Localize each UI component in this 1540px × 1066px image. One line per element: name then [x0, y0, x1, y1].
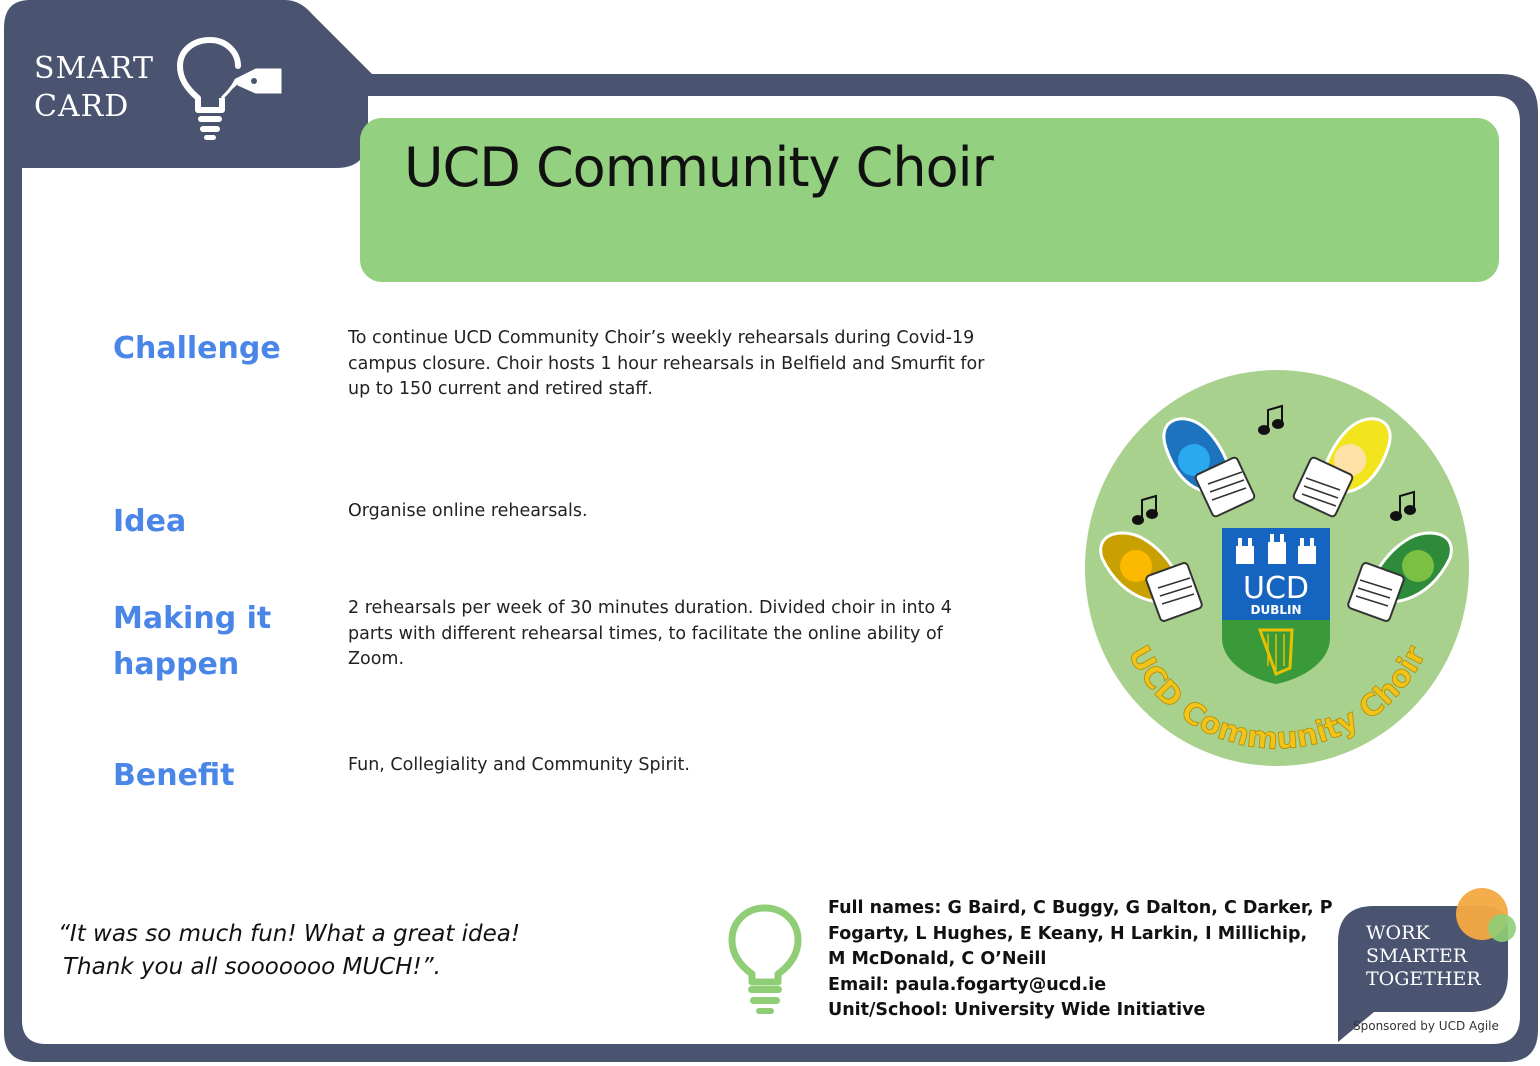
wst-line3: TOGETHER: [1366, 968, 1481, 990]
quote-line1: “It was so much fun! What a great idea!: [58, 921, 521, 947]
making-it-happen-label: [113, 596, 271, 688]
choir-logo: [1084, 368, 1470, 768]
full-names-line1: Full names: G Baird, C Buggy, G Dalton, C Darker, P: [828, 898, 1333, 918]
challenge-label: Challenge: [113, 331, 281, 366]
quote-line2: Thank you all sooooooo MUCH!”.: [63, 954, 441, 980]
making-label-line2: happen: [113, 647, 240, 682]
work-smarter-together-text: [1366, 922, 1481, 991]
page-title: UCD Community Choir: [404, 136, 993, 199]
wst-line2: SMARTER: [1366, 945, 1468, 967]
sponsor-text: Sponsored by UCD Agile: [1353, 1019, 1499, 1033]
making-it-happen-text: 2 rehearsals per week of 30 minutes duration. Divided choir in into 4 parts with different rehearsal times, to facilitate the online ability of Zoom.: [348, 598, 952, 669]
ucd-crest: [1222, 528, 1330, 684]
idea-label: Idea: [113, 504, 187, 539]
logo-ring-text: UCD Community Choir: [1120, 640, 1434, 758]
idea-text: Organise online rehearsals.: [348, 501, 588, 521]
benefit-text: Fun, Collegiality and Community Spirit.: [348, 755, 690, 775]
challenge-text: To continue UCD Community Choir’s weekly rehearsals during Covid-19 campus closure. Choir hosts 1 hour rehearsals in Belfield and Smurfit for up to 150 current and retired staff.: [348, 328, 985, 399]
tab-line-smart: SMART: [34, 51, 155, 86]
smart-card-tab: [34, 50, 154, 126]
green-dot-icon: [1488, 914, 1516, 942]
testimonial-quote: [58, 918, 520, 984]
logo-dublin-text: DUBLIN: [1250, 603, 1302, 617]
lightbulb-tag-icon: [176, 36, 286, 140]
logo-ucd-text: UCD: [1242, 571, 1310, 606]
benefit-label: Benefit: [113, 758, 235, 793]
tab-line-card: CARD: [34, 89, 130, 124]
lightbulb-icon: [728, 904, 802, 1016]
full-names-line2: Fogarty, L Hughes, E Keany, H Larkin, I Millichip,: [828, 923, 1308, 944]
making-label-line1: Making it: [113, 601, 272, 636]
contact-unit: Unit/School: University Wide Initiative: [828, 1000, 1206, 1020]
contact-details: [828, 896, 1333, 1024]
wst-line1: WORK: [1366, 922, 1430, 944]
contact-email: Email: paula.fogarty@ucd.ie: [828, 974, 1107, 995]
full-names-line3: M McDonald, C O’Neill: [828, 949, 1047, 969]
